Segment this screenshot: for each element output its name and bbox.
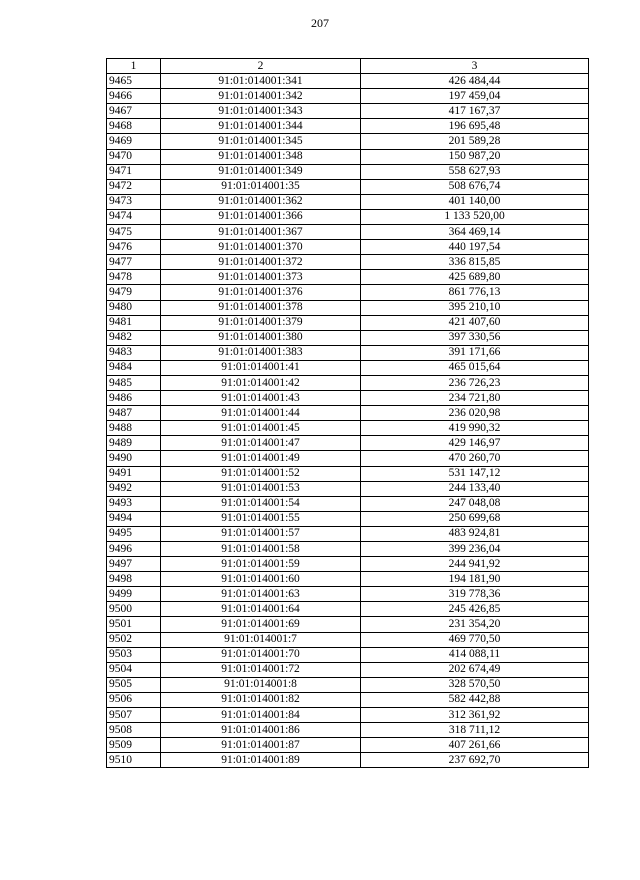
table-row xyxy=(107,285,589,300)
value-cell: 312 361,92 xyxy=(361,708,589,723)
table-row xyxy=(107,300,589,315)
value-cell: 429 146,97 xyxy=(361,436,589,451)
table-row xyxy=(107,164,589,179)
table-row xyxy=(107,345,589,360)
value-cell: 419 990,32 xyxy=(361,421,589,436)
table-row xyxy=(107,481,589,496)
value-cell: 197 459,04 xyxy=(361,89,589,104)
cadastral-number-cell: 91:01:014001:349 xyxy=(161,164,361,179)
value-cell: 508 676,74 xyxy=(361,179,589,194)
table-row xyxy=(107,738,589,753)
row-number-cell: 9486 xyxy=(107,391,161,406)
row-number-cell: 9476 xyxy=(107,240,161,255)
cadastral-number-cell: 91:01:014001:44 xyxy=(161,406,361,421)
cadastral-number-cell: 91:01:014001:8 xyxy=(161,677,361,692)
value-cell: 328 570,50 xyxy=(361,677,589,692)
row-number-cell: 9483 xyxy=(107,345,161,360)
table-row xyxy=(107,270,589,285)
row-number-cell: 9507 xyxy=(107,708,161,723)
value-cell: 440 197,54 xyxy=(361,240,589,255)
row-number-cell: 9482 xyxy=(107,330,161,345)
table-row xyxy=(107,209,589,224)
row-number-cell: 9467 xyxy=(107,104,161,119)
cadastral-number-cell: 91:01:014001:89 xyxy=(161,753,361,768)
value-cell: 397 330,56 xyxy=(361,330,589,345)
value-cell: 237 692,70 xyxy=(361,753,589,768)
table-row xyxy=(107,632,589,647)
cadastral-number-cell: 91:01:014001:57 xyxy=(161,526,361,541)
cadastral-number-cell: 91:01:014001:344 xyxy=(161,119,361,134)
value-cell: 425 689,80 xyxy=(361,270,589,285)
value-cell: 245 426,85 xyxy=(361,602,589,617)
row-number-cell: 9494 xyxy=(107,511,161,526)
cadastral-number-cell: 91:01:014001:383 xyxy=(161,345,361,360)
cadastral-number-cell: 91:01:014001:362 xyxy=(161,194,361,209)
row-number-cell: 9491 xyxy=(107,466,161,481)
row-number-cell: 9510 xyxy=(107,753,161,768)
value-cell: 395 210,10 xyxy=(361,300,589,315)
table-row xyxy=(107,225,589,240)
value-cell: 531 147,12 xyxy=(361,466,589,481)
value-cell: 202 674,49 xyxy=(361,662,589,677)
table-row xyxy=(107,119,589,134)
row-number-cell: 9504 xyxy=(107,662,161,677)
value-cell: 231 354,20 xyxy=(361,617,589,632)
value-cell: 236 020,98 xyxy=(361,406,589,421)
cadastral-number-cell: 91:01:014001:82 xyxy=(161,692,361,707)
cadastral-number-cell: 91:01:014001:7 xyxy=(161,632,361,647)
value-cell: 582 442,88 xyxy=(361,692,589,707)
row-number-cell: 9479 xyxy=(107,285,161,300)
row-number-cell: 9499 xyxy=(107,587,161,602)
row-number-cell: 9481 xyxy=(107,315,161,330)
cadastral-number-cell: 91:01:014001:64 xyxy=(161,602,361,617)
value-cell: 336 815,85 xyxy=(361,255,589,270)
table-row xyxy=(107,708,589,723)
value-cell: 426 484,44 xyxy=(361,74,589,89)
cadastral-number-cell: 91:01:014001:54 xyxy=(161,496,361,511)
table-row xyxy=(107,526,589,541)
row-number-cell: 9509 xyxy=(107,738,161,753)
row-number-cell: 9500 xyxy=(107,602,161,617)
row-number-cell: 9485 xyxy=(107,375,161,390)
value-cell: 318 711,12 xyxy=(361,723,589,738)
row-number-cell: 9506 xyxy=(107,692,161,707)
value-cell: 364 469,14 xyxy=(361,225,589,240)
value-cell: 465 015,64 xyxy=(361,360,589,375)
cadastral-number-cell: 91:01:014001:345 xyxy=(161,134,361,149)
cadastral-number-cell: 91:01:014001:348 xyxy=(161,149,361,164)
cadastral-number-cell: 91:01:014001:42 xyxy=(161,375,361,390)
table-row xyxy=(107,451,589,466)
value-cell: 391 171,66 xyxy=(361,345,589,360)
column-header-3: 3 xyxy=(361,59,589,74)
table-row xyxy=(107,391,589,406)
value-cell: 236 726,23 xyxy=(361,375,589,390)
row-number-cell: 9478 xyxy=(107,270,161,285)
value-cell: 1 133 520,00 xyxy=(361,209,589,224)
row-number-cell: 9470 xyxy=(107,149,161,164)
cadastral-number-cell: 91:01:014001:55 xyxy=(161,511,361,526)
row-number-cell: 9493 xyxy=(107,496,161,511)
column-header-2: 2 xyxy=(161,59,361,74)
cadastral-number-cell: 91:01:014001:86 xyxy=(161,723,361,738)
table-row xyxy=(107,360,589,375)
table-row xyxy=(107,647,589,662)
column-header-1: 1 xyxy=(107,59,161,74)
table-row xyxy=(107,587,589,602)
table-row xyxy=(107,330,589,345)
cadastral-number-cell: 91:01:014001:45 xyxy=(161,421,361,436)
cadastral-number-cell: 91:01:014001:49 xyxy=(161,451,361,466)
value-cell: 244 941,92 xyxy=(361,557,589,572)
cadastral-number-cell: 91:01:014001:373 xyxy=(161,270,361,285)
value-cell: 417 167,37 xyxy=(361,104,589,119)
cadastral-number-cell: 91:01:014001:43 xyxy=(161,391,361,406)
table-row xyxy=(107,692,589,707)
row-number-cell: 9492 xyxy=(107,481,161,496)
cadastral-number-cell: 91:01:014001:372 xyxy=(161,255,361,270)
row-number-cell: 9497 xyxy=(107,557,161,572)
value-cell: 483 924,81 xyxy=(361,526,589,541)
row-number-cell: 9475 xyxy=(107,225,161,240)
row-number-cell: 9465 xyxy=(107,74,161,89)
row-number-cell: 9466 xyxy=(107,89,161,104)
table-row xyxy=(107,496,589,511)
value-cell: 150 987,20 xyxy=(361,149,589,164)
cadastral-number-cell: 91:01:014001:380 xyxy=(161,330,361,345)
value-cell: 201 589,28 xyxy=(361,134,589,149)
row-number-cell: 9498 xyxy=(107,572,161,587)
cadastral-number-cell: 91:01:014001:52 xyxy=(161,466,361,481)
cadastral-number-cell: 91:01:014001:343 xyxy=(161,104,361,119)
data-table xyxy=(106,58,589,768)
value-cell: 421 407,60 xyxy=(361,315,589,330)
row-number-cell: 9508 xyxy=(107,723,161,738)
cadastral-number-cell: 91:01:014001:378 xyxy=(161,300,361,315)
cadastral-number-cell: 91:01:014001:53 xyxy=(161,481,361,496)
table-row xyxy=(107,436,589,451)
table-row xyxy=(107,74,589,89)
cadastral-number-cell: 91:01:014001:69 xyxy=(161,617,361,632)
row-number-cell: 9471 xyxy=(107,164,161,179)
value-cell: 469 770,50 xyxy=(361,632,589,647)
table-row xyxy=(107,406,589,421)
table-row xyxy=(107,617,589,632)
row-number-cell: 9480 xyxy=(107,300,161,315)
row-number-cell: 9472 xyxy=(107,179,161,194)
row-number-cell: 9505 xyxy=(107,677,161,692)
table-row xyxy=(107,255,589,270)
row-number-cell: 9474 xyxy=(107,209,161,224)
table-row xyxy=(107,240,589,255)
value-cell: 414 088,11 xyxy=(361,647,589,662)
value-cell: 250 699,68 xyxy=(361,511,589,526)
cadastral-number-cell: 91:01:014001:35 xyxy=(161,179,361,194)
cadastral-number-cell: 91:01:014001:366 xyxy=(161,209,361,224)
cadastral-number-cell: 91:01:014001:87 xyxy=(161,738,361,753)
row-number-cell: 9477 xyxy=(107,255,161,270)
cadastral-number-cell: 91:01:014001:63 xyxy=(161,587,361,602)
row-number-cell: 9490 xyxy=(107,451,161,466)
cadastral-number-cell: 91:01:014001:47 xyxy=(161,436,361,451)
table-row xyxy=(107,602,589,617)
table-row xyxy=(107,134,589,149)
value-cell: 407 261,66 xyxy=(361,738,589,753)
row-number-cell: 9473 xyxy=(107,194,161,209)
cadastral-number-cell: 91:01:014001:376 xyxy=(161,285,361,300)
table-row xyxy=(107,677,589,692)
table-row xyxy=(107,194,589,209)
value-cell: 558 627,93 xyxy=(361,164,589,179)
row-number-cell: 9502 xyxy=(107,632,161,647)
cadastral-number-cell: 91:01:014001:367 xyxy=(161,225,361,240)
value-cell: 399 236,04 xyxy=(361,542,589,557)
cadastral-number-cell: 91:01:014001:70 xyxy=(161,647,361,662)
row-number-cell: 9468 xyxy=(107,119,161,134)
table-row xyxy=(107,421,589,436)
value-cell: 194 181,90 xyxy=(361,572,589,587)
table-header-row xyxy=(107,59,589,74)
cadastral-number-cell: 91:01:014001:58 xyxy=(161,542,361,557)
row-number-cell: 9484 xyxy=(107,360,161,375)
table-row xyxy=(107,557,589,572)
cadastral-number-cell: 91:01:014001:341 xyxy=(161,74,361,89)
table-row xyxy=(107,149,589,164)
table-row xyxy=(107,542,589,557)
cadastral-number-cell: 91:01:014001:72 xyxy=(161,662,361,677)
cadastral-number-cell: 91:01:014001:342 xyxy=(161,89,361,104)
value-cell: 196 695,48 xyxy=(361,119,589,134)
table-row xyxy=(107,723,589,738)
table-row xyxy=(107,315,589,330)
value-cell: 470 260,70 xyxy=(361,451,589,466)
table-body xyxy=(107,74,589,768)
row-number-cell: 9496 xyxy=(107,542,161,557)
table-row xyxy=(107,179,589,194)
table-row xyxy=(107,466,589,481)
row-number-cell: 9495 xyxy=(107,526,161,541)
value-cell: 234 721,80 xyxy=(361,391,589,406)
value-cell: 319 778,36 xyxy=(361,587,589,602)
cadastral-number-cell: 91:01:014001:379 xyxy=(161,315,361,330)
table-row xyxy=(107,104,589,119)
cadastral-number-cell: 91:01:014001:60 xyxy=(161,572,361,587)
table-row xyxy=(107,89,589,104)
table-row xyxy=(107,662,589,677)
value-cell: 247 048,08 xyxy=(361,496,589,511)
value-cell: 861 776,13 xyxy=(361,285,589,300)
row-number-cell: 9487 xyxy=(107,406,161,421)
row-number-cell: 9489 xyxy=(107,436,161,451)
table-row xyxy=(107,753,589,768)
row-number-cell: 9501 xyxy=(107,617,161,632)
row-number-cell: 9503 xyxy=(107,647,161,662)
cadastral-number-cell: 91:01:014001:41 xyxy=(161,360,361,375)
cadastral-number-cell: 91:01:014001:84 xyxy=(161,708,361,723)
row-number-cell: 9488 xyxy=(107,421,161,436)
cadastral-number-cell: 91:01:014001:59 xyxy=(161,557,361,572)
value-cell: 401 140,00 xyxy=(361,194,589,209)
table-row xyxy=(107,375,589,390)
cadastral-number-cell: 91:01:014001:370 xyxy=(161,240,361,255)
table-row xyxy=(107,511,589,526)
value-cell: 244 133,40 xyxy=(361,481,589,496)
row-number-cell: 9469 xyxy=(107,134,161,149)
page-number: 207 xyxy=(311,16,329,30)
table-row xyxy=(107,572,589,587)
